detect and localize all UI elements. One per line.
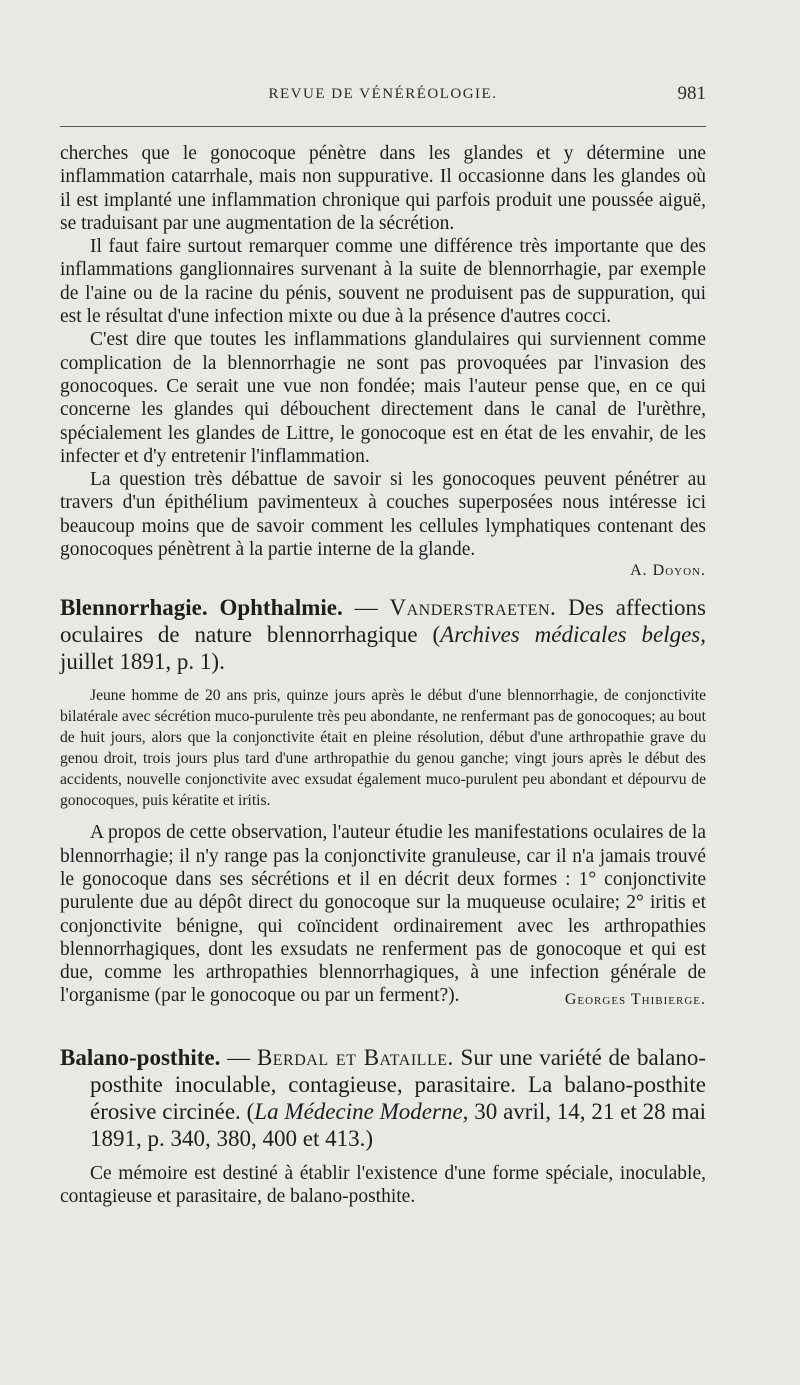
- running-title: REVUE DE VÉNÉRÉOLOGIE.: [268, 86, 498, 102]
- heading-author: Vanderstraeten.: [389, 595, 557, 621]
- article-heading-vanderstraeten: [60, 594, 706, 675]
- page-header: [60, 83, 706, 110]
- signature-thibierge: Georges Thibierge.: [564, 991, 706, 1009]
- paragraph-4: La question très débattue de savoir si les gonocoques peuvent pénétrer au travers d'un épithélium pavimenteux à couches superposées nous intéresse ici beaucoup moins que de savoir comment les cellules lymphatiques contenant des gonocoques pénètrent à la partie interne de la glande.: [60, 469, 706, 561]
- paragraph-1: cherches que le gonocoque pénètre dans les glandes et y détermine une inflammation catarrhale, mais non suppurative. Il occasionne dans les glandes où il est implanté une inflammation chronique qui parfois produit une poussée aiguë, se traduisant par une augmentation de la sécrétion.: [60, 143, 706, 234]
- signature-doyon: A. Doyon.: [630, 562, 706, 580]
- paragraph-3: C'est dire que toutes les inflammations glandulaires qui surviennent comme complication de la blennorrhagie ne sont pas provoquées par l'invasion des gonocoques. Ce serait une vue non fondée; mais l'auteur pense que, en ce qui concerne les glandes qui débouchent directement dans le canal de l'urèthre, spécialement les glandes de Littre, le gonocoque est en état de les envahir, de les infecter et d'y entretenir l'inflammation.: [60, 329, 706, 467]
- heading-authors: Berdal et Bataille.: [256, 1044, 454, 1070]
- heading-keywords: Blennorrhagie. Ophthalmie.: [60, 595, 343, 621]
- heading-title: Des affections oculaires de nature blennorrhagique (: [60, 595, 707, 648]
- heading-reference: juillet 1891, p. 1).: [60, 649, 225, 675]
- header-rule: [60, 126, 706, 127]
- discussion-text: A propos de cette observation, l'auteur étudie les manifestations oculaires de la blennorrhagie; il n'y range pas la conjonctivite granuleuse, car il n'a jamais trouvé le gonocoque dans ses sécrétions et il en décrit deux formes : 1° conjonctivite purulente due au dépôt direct du gonocoque sur la muqueuse oculaire; 2° iritis et conjonctivite bénigne, qui coïncident ordinairement avec les arthropathies blennorrhagiques, dont les exsudats ne renferment pas de gonocoque et qui est due, comme les arthropathies blennorrhagiques, à une infection générale de l'organisme (par le gonocoque ou par un ferment?).: [60, 822, 706, 1007]
- discussion-paragraph: [60, 821, 706, 1007]
- heading-journal: La Médecine Moderne,: [254, 1098, 469, 1124]
- page-number: 981: [677, 83, 706, 104]
- spacer: [60, 1152, 706, 1162]
- heading-journal: Archives médicales belges,: [440, 622, 707, 648]
- page-body: [60, 142, 706, 1208]
- case-report: Jeune homme de 20 ans pris, quinze jours après le début d'une blennorrhagie, de conjonctivite bilatérale avec sécrétion muco-purulente très peu abondante, ne renfermant pas de gonocoques; au bout de huit jours, alors que la conjonctivite était en pleine résolution, début d'une arthropathie grave du genou droit, trois jours plus tard d'une arthropathie du genou ganche; vingt jours après le début des accidents, nouvelle conjonctivite avec exsudat également muco-purulent peu abondant et dépourvu de gonocoques, puis kératite et iritis.: [60, 687, 706, 810]
- heading-keywords: Balano-posthite.: [60, 1044, 221, 1070]
- heading-reference: 30 avril, 14, 21 et 28 mai 1891, p. 340, 380, 400 et 413.): [90, 1098, 706, 1151]
- balano-paragraph: Ce mémoire est destiné à établir l'existence d'une forme spéciale, inoculable, contagieuse et parasitaire, de balano-posthite.: [60, 1162, 706, 1208]
- heading-dash: —: [342, 595, 390, 621]
- paragraph-2: Il faut faire surtout remarquer comme une différence très importante que des inflammations ganglionnaires survenant à la suite de blennorrhagie, par exemple de l'aine ou de la racine du pénis, souvent ne produisent pas de suppuration, qui est le résultat d'une infection mixte ou due à la présence d'autres cocci.: [60, 236, 706, 328]
- heading-dash: —: [220, 1044, 257, 1070]
- heading-title: Sur une variété de balano-posthite inoculable, contagieuse, parasitaire. La balano-posthite érosive circinée. (: [90, 1044, 707, 1124]
- article-heading-berdal-bataille: [60, 1044, 706, 1152]
- spacer: [60, 811, 706, 821]
